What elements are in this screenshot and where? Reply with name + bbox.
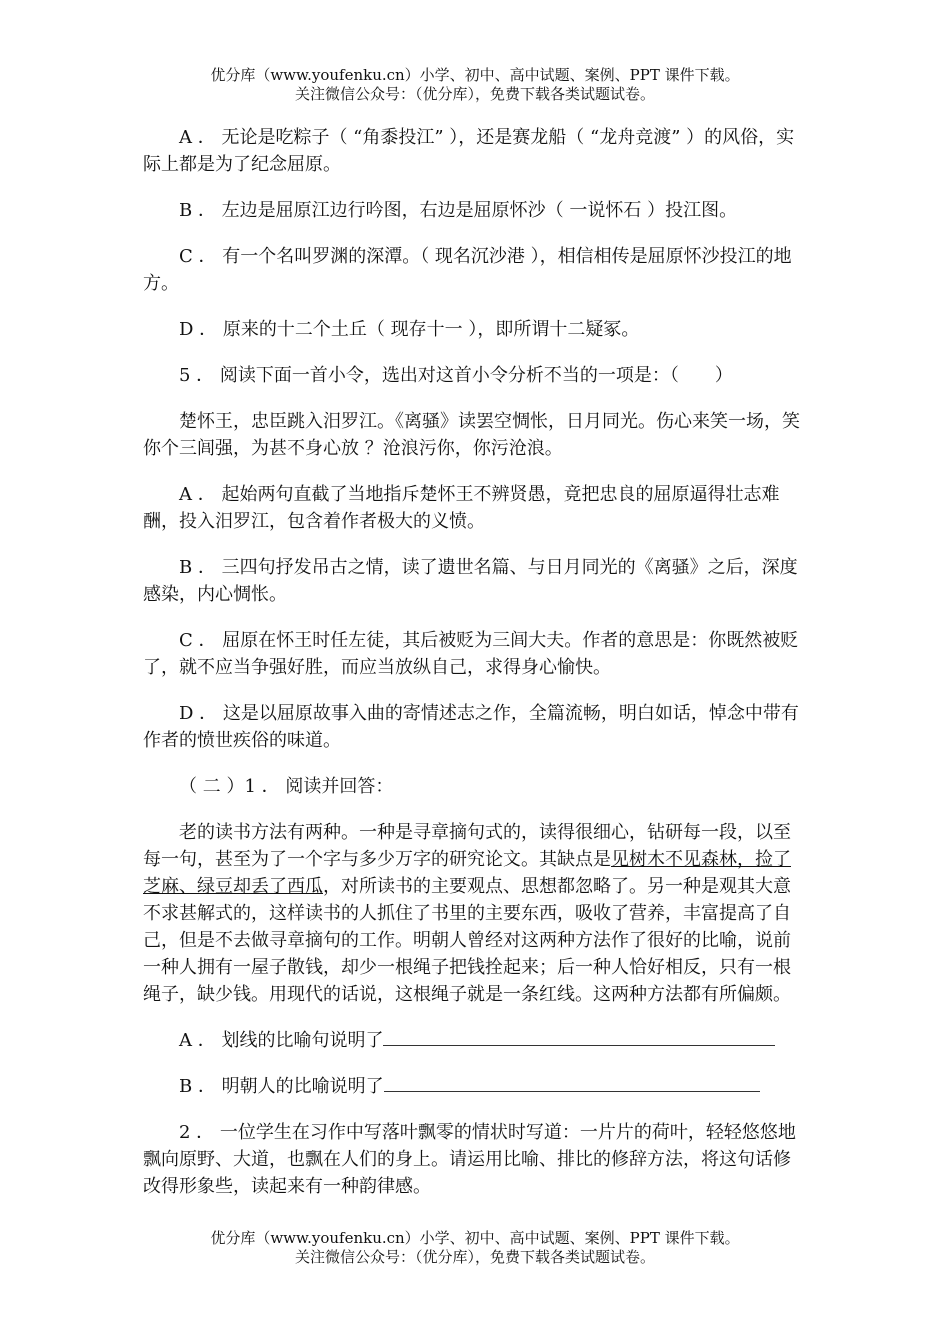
answer-blank-b[interactable] — [384, 1073, 760, 1092]
question-b — [143, 1073, 808, 1100]
q5-option-b: B ． 三四句抒发吊古之情，读了遗世名篇、与日月同光的《离骚》之后，深度感染，内心惆怅。 — [143, 557, 798, 605]
q4-option-c: C ． 有一个名叫罗渊的深潭。（ 现名沉沙港 ），相信相传是屈原怀沙投江的地方。 — [143, 246, 792, 294]
answer-blank-a[interactable] — [383, 1027, 775, 1046]
q5-option-d: D ． 这是以屈原故事入曲的寄情述志之作，全篇流畅，明白如话，悼念中带有作者的愤世疾俗的味道。 — [143, 703, 799, 751]
underlined-simile: 见树木不见森林，捡了芝麻、绿豆却丢了西瓜 — [143, 849, 791, 897]
q5-poem: 楚怀王，忠臣跳入汨罗江。《离骚》读罢空惆怅，日月同光。伤心来笑一场，笑你个三闾强，为甚不身心放 ？沧浪污你，你污沧浪。 — [143, 411, 800, 459]
page-header — [0, 66, 950, 104]
q4-option-b: B ． 左边是屈原江边行吟图，右边是屈原怀沙（ 一说怀石 ）投江图。 — [179, 200, 738, 221]
footer-line-1: 优分库（www.youfenku.cn）小学、初中、高中试题、案例、PPT 课件下载。 — [210, 1229, 740, 1247]
section-2-title: （ 二 ）1 ． 阅读并回答： — [179, 776, 394, 797]
question-a-text: A ． 划线的比喻句说明了 — [179, 1030, 384, 1051]
passage-text-before: 老的读书方法有两种。一种是寻章摘句式的，读得很细心，钻研每一段，以至每一句，甚至为了一个字与多少万字的研究论文。其缺点是 — [143, 822, 791, 870]
header-line-2: 关注微信公众号：（优分库），免费下载各类试题试卷。 — [294, 85, 655, 103]
document-body — [143, 124, 808, 1219]
footer-line-2: 关注微信公众号：（优分库），免费下载各类试题试卷。 — [294, 1248, 655, 1266]
q5-option-a: A ． 起始两句直截了当地指斥楚怀王不辨贤愚，竟把忠良的屈原逼得壮志难酬，投入汨罗江，包含着作者极大的义愤。 — [143, 484, 780, 532]
q5-stem: 5 ． 阅读下面一首小令，选出对这首小令分析不当的一项是：（ ） — [179, 365, 733, 386]
question-a — [143, 1027, 808, 1054]
header-line-1: 优分库（www.youfenku.cn）小学、初中、高中试题、案例、PPT 课件下载。 — [210, 66, 740, 84]
question-2: 2 ． 一位学生在习作中写落叶飘零的情状时写道：一片片的荷叶，轻轻悠悠地飘向原野、大道，也飘在人们的身上。请运用比喻、排比的修辞方法，将这句话修改得形象些，读起来有一种韵律感。 — [143, 1122, 796, 1197]
question-b-text: B ． 明朝人的比喻说明了 — [179, 1076, 384, 1097]
q4-option-d: D ． 原来的十二个土丘（ 现存十一 ），即所谓十二疑冢。 — [179, 319, 640, 340]
reading-passage — [143, 819, 808, 1008]
passage-text-after: ，对所读书的主要观点、思想都忽略了。另一种是观其大意不求甚解式的，这样读书的人抓住了书里的主要东西，吸收了营养，丰富提高了自己，但是不去做寻章摘句的工作。明朝人曾经对这两种方法作了很好的比喻，说前一种人拥有一屋子散钱，却少一根绳子把钱拴起来；后一种人恰好相反，只有一根绳子，缺少钱。用现代的话说，这根绳子就是一条红线。这两种方法都有所偏颇。 — [143, 876, 791, 1005]
page-footer — [0, 1229, 950, 1267]
q4-option-a: A ． 无论是吃粽子（ “角黍投江” ），还是赛龙船（ “龙舟竞渡” ）的风俗，实际上都是为了纪念屈原。 — [143, 127, 795, 175]
q5-option-c: C ． 屈原在怀王时任左徒，其后被贬为三闾大夫。作者的意思是：你既然被贬了，就不应当争强好胜，而应当放纵自己，求得身心愉快。 — [143, 630, 799, 678]
